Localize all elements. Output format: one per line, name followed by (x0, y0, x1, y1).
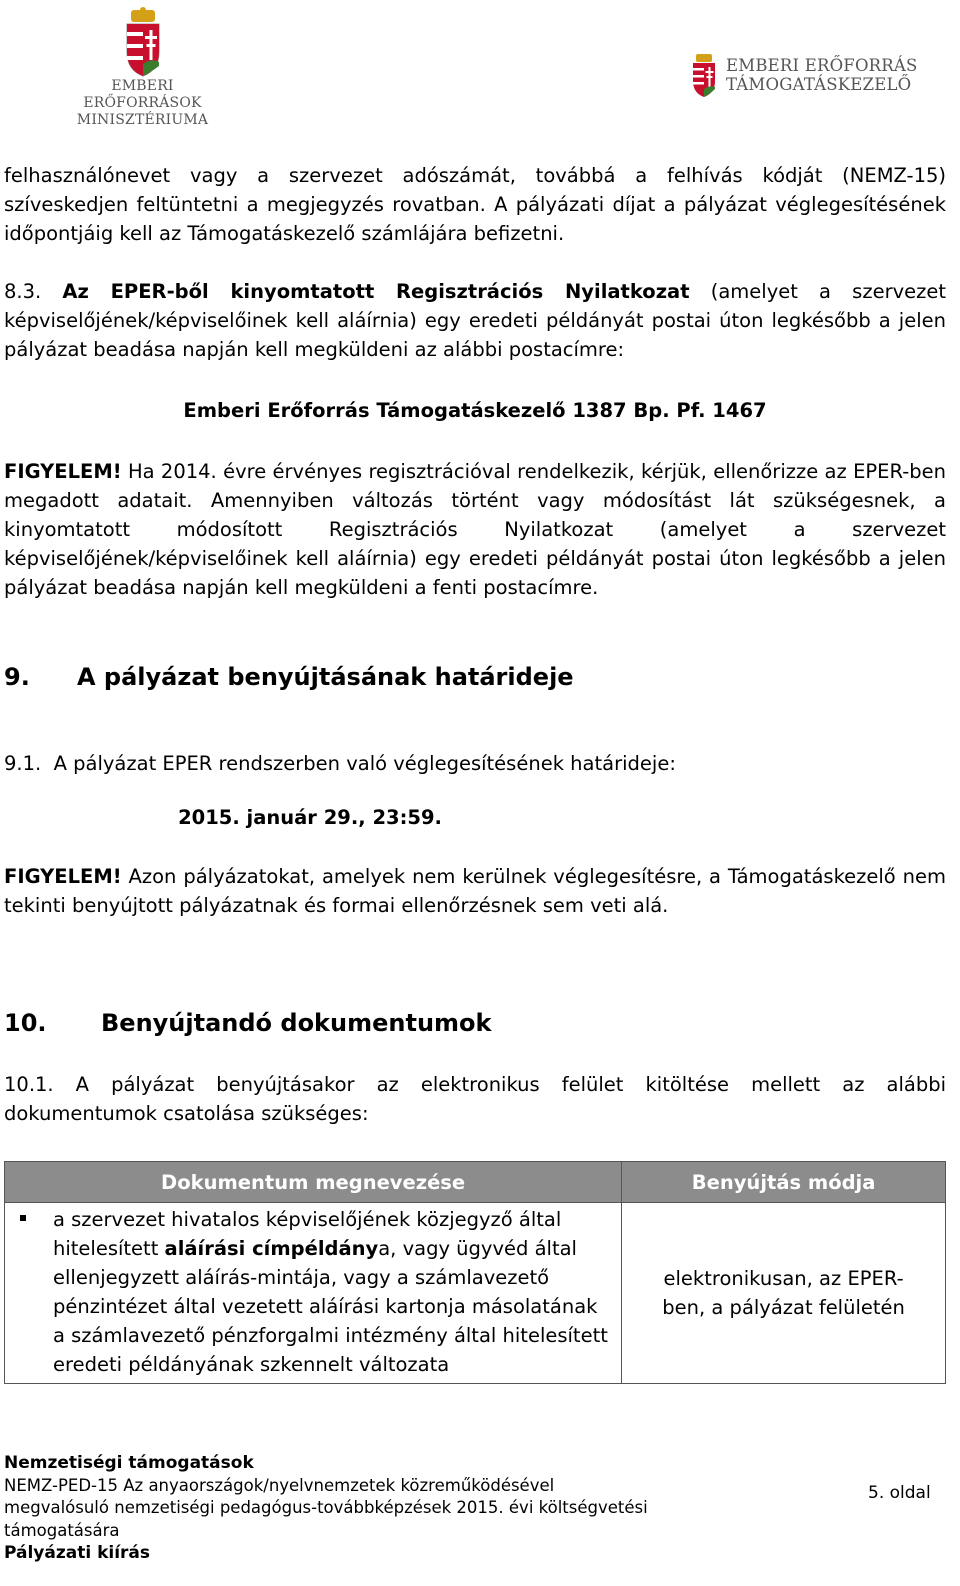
bullet-icon (20, 1215, 26, 1221)
deadline (4, 803, 616, 832)
support-manager-name-line1: EMBERI ERŐFORRÁS (726, 56, 918, 75)
footer-doc-type: Pályázati kiírás (4, 1543, 151, 1563)
notice-label: FIGYELEM! (4, 460, 122, 483)
ministry-name-line1: EMBERI ERŐFORRÁSOK (83, 78, 202, 111)
section-9-number: 9. (4, 663, 30, 691)
section-8-3-text: (amelyet a szervezet képviselőjének/képviselőinek kell aláírnia) egy eredeti példányát postai úton legkésőbb a jelen pályázat beadása napján kell megküldeni az alábbi postacímre: (4, 280, 947, 361)
support-manager-name-line2: TÁMOGATÁSKEZELŐ (726, 75, 912, 94)
section-9-heading (4, 662, 574, 692)
notice-label: FIGYELEM! (4, 865, 122, 888)
section-8-3 (4, 277, 946, 364)
section-10-heading (4, 1008, 492, 1038)
section-10-1: 10.1. A pályázat benyújtásakor az elektronikus felület kitöltése mellett az alábbi dokumentumok csatolása szükséges: (4, 1073, 946, 1125)
footer-call-name: NEMZ-PED-15 Az anyaországok/nyelvnemzetek közreműködésével megvalósuló nemzetiségi pedagógus-továbbképzések 2015. évi költségvetési támogatására (4, 1475, 648, 1540)
footer-title: Nemzetiségi támogatások (4, 1453, 254, 1473)
column-header-submission-mode: Benyújtás módja (622, 1162, 946, 1203)
submission-mode-cell (622, 1203, 946, 1384)
ministry-logo (60, 6, 225, 128)
column-header-document: Dokumentum megnevezése (5, 1162, 622, 1203)
notice-text: Azon pályázatokat, amelyek nem kerülnek véglegesítésre, a Támogatáskezelő nem tekinti benyújtott pályázatnak és formai ellenőrzésnek sem veti alá. (4, 865, 946, 917)
page-number: 5. oldal (868, 1483, 931, 1503)
document-cell (5, 1203, 622, 1384)
documents-table (4, 1161, 946, 1384)
section-8-3-bold: Az EPER-ből kinyomtatott Regisztrációs Nyilatkozat (62, 280, 690, 303)
hungarian-crest-icon (121, 6, 165, 78)
hungarian-crest-icon (690, 52, 718, 98)
section-8-3-number: 8.3. (4, 280, 42, 303)
ministry-name-line2: MINISZTÉRIUMA (76, 112, 209, 128)
notice-text: Ha 2014. évre érvényes regisztrációval rendelkezik, kérjük, ellenőrizze az EPER-ben megadott adatait. Amennyiben változás történt vagy módosítást lát szükségesnek, a kinyomtatott módosított Regisztrációs Nyilatkozat (amelyet a szervezet képviselőjének/képviselőinek kell aláírnia) egy eredeti példányát postai úton legkésőbb a jelen pályázat beadása napján kell megküldeni a fenti postacímre. (4, 460, 946, 599)
document-text-bold: aláírási címpéldány (164, 1237, 379, 1260)
table-row (5, 1203, 946, 1384)
notice-finalization (4, 862, 946, 920)
intro-paragraph: felhasználónevet vagy a szervezet adószámát, továbbá a felhívás kódját (NEMZ-15) szíveskedjen feltüntetni a megjegyzés rovatban. A pályázati díjat a pályázat véglegesítésének időpontjáig kell az Támogatáskezelő számlájára befizetni. (4, 164, 946, 245)
postal-address: Emberi Erőforrás Támogatáskezelő 1387 Bp. Pf. 1467 (183, 399, 767, 422)
submission-mode-text: elektronikusan, az EPER-ben, a pályázat felületén (662, 1267, 905, 1319)
table-header-row (5, 1162, 946, 1203)
support-manager-name (726, 56, 918, 94)
section-10-title: Benyújtandó dokumentumok (101, 1009, 492, 1037)
section-9-title: A pályázat benyújtásának határideje (77, 663, 574, 691)
page-footer (4, 1452, 664, 1565)
section-10-number: 10. (4, 1009, 47, 1037)
notice-registration (4, 457, 946, 602)
section-9-1: 9.1. A pályázat EPER rendszerben való véglegesítésének határideje: (4, 752, 676, 775)
document-text-part2: a, vagy ügyvéd által ellenjegyzett aláírás-mintája, vagy a számlavezető pénzintézet által vezetett aláírási kartonja másolatának a számlavezető pénzforgalmi intézmény által hitelesített eredeti példányának szkennelt változata (53, 1237, 608, 1376)
list-item (5, 1203, 621, 1383)
deadline-text: 2015. január 29., 23:59. (178, 806, 442, 829)
document-text-part1: a szervezet hivatalos képviselőjének közjegyző által hitelesített (53, 1208, 562, 1260)
support-manager-logo (690, 52, 930, 102)
